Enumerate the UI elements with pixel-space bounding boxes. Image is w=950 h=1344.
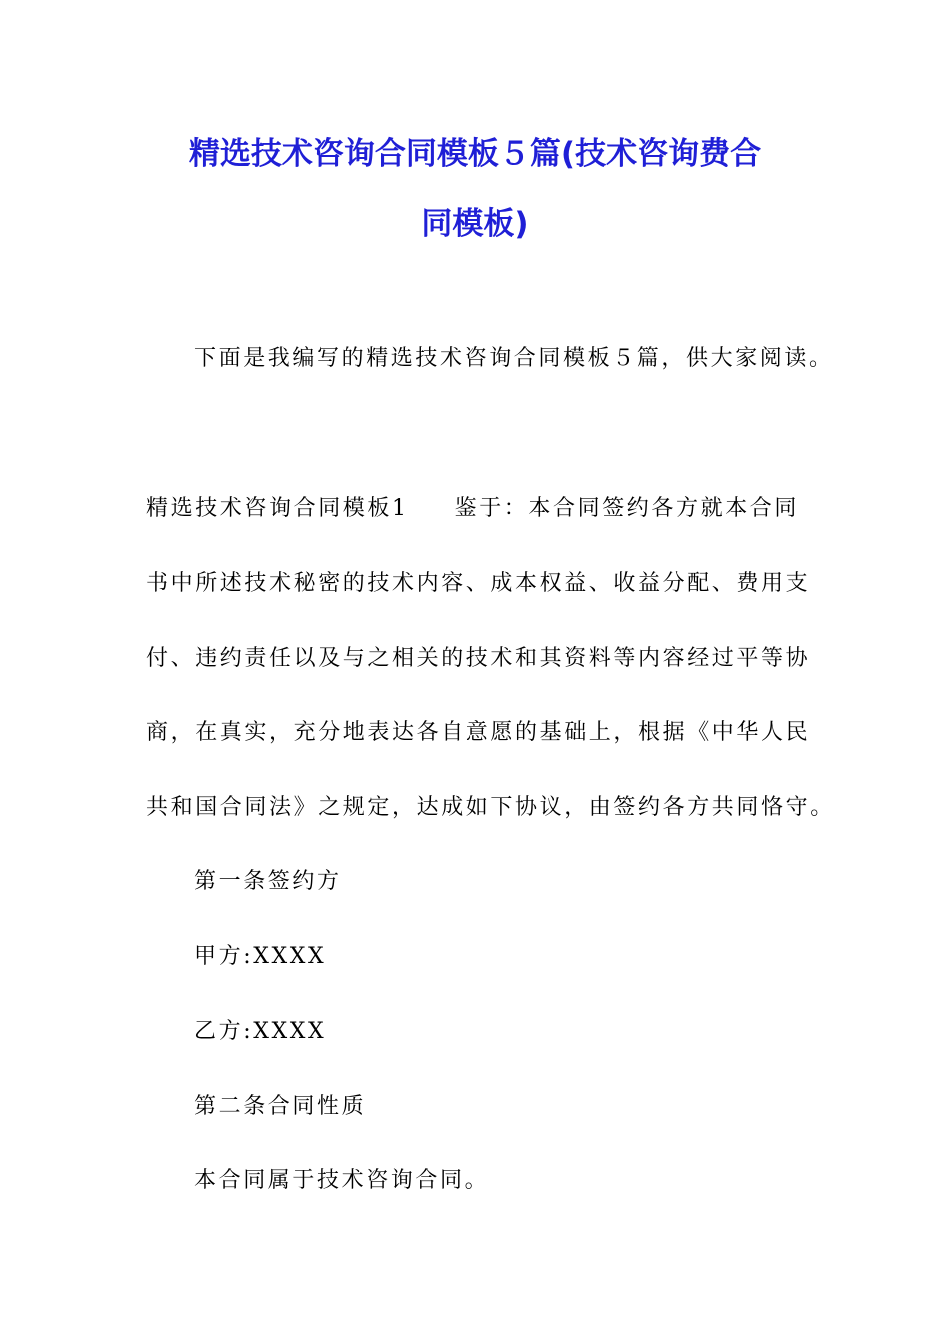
- article-1-heading: 第一条签约方: [194, 869, 342, 894]
- intro-paragraph: 下面是我编写的精选技术咨询合同模板５篇，供大家阅读。: [194, 346, 834, 371]
- document-title-line-2: 同模板): [421, 206, 529, 242]
- document-title-line-1: 精选技术咨询合同模板５篇(技术咨询费合: [188, 136, 762, 172]
- body-line-4: 商，在真实，充分地表达各自意愿的基础上，根据《中华人民: [146, 720, 811, 745]
- section-heading: 精选技术咨询合同模板1: [146, 496, 409, 521]
- party-a: 甲方:XXXX: [194, 944, 327, 969]
- body-line-1: [146, 494, 799, 524]
- party-b: 乙方:XXXX: [194, 1019, 327, 1044]
- body-line-1-text: 鉴于：本合同签约各方就本合同: [454, 496, 800, 521]
- body-line-3: 付、违约责任以及与之相关的技术和其资料等内容经过平等协: [146, 646, 811, 671]
- article-2-text: 本合同属于技术咨询合同。: [194, 1168, 490, 1193]
- body-line-2: 书中所述技术秘密的技术内容、成本权益、收益分配、费用支: [146, 571, 811, 596]
- article-2-heading: 第二条合同性质: [194, 1094, 367, 1119]
- body-line-5: 共和国合同法》之规定，达成如下协议，由签约各方共同恪守。: [146, 795, 835, 820]
